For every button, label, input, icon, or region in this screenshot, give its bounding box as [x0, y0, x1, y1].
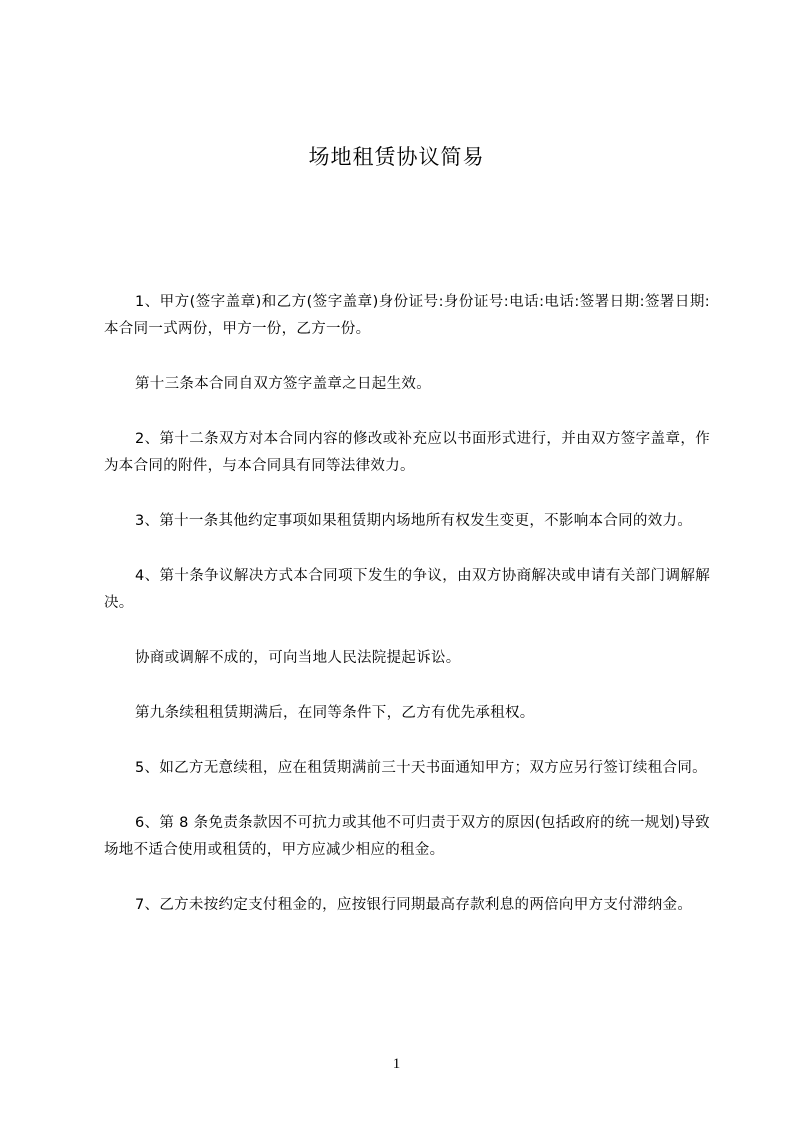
paragraph-2: 第十三条本合同自双方签字盖章之日起生效。 [135, 376, 431, 392]
document-title: 场地租赁协议简易 [308, 145, 485, 169]
paragraph-10: 7、乙方未按约定支付租金的，应按银行同期最高存款利息的两倍向甲方支付滞纳金。 [135, 897, 693, 913]
paragraph-7: 第九条续租租赁期满后，在同等条件下，乙方有优先承租权。 [135, 705, 535, 721]
paragraph-8: 5、如乙方无意续租，应在租赁期满前三十天书面通知甲方；双方应另行签订续租合同。 [135, 760, 707, 776]
paragraph-5: 4、第十条争议解决方式本合同项下发生的争议，由双方协商解决或申请有关部门调解解决。 [104, 568, 710, 611]
paragraph-1: 1、甲方(签字盖章)和乙方(签字盖章)身份证号:身份证号:电话:电话:签署日期:签署日期:本合同一式两份，甲方一份，乙方一份。 [104, 294, 710, 337]
page-number: 1 [392, 1056, 401, 1072]
document-body [104, 289, 710, 947]
paragraph-4: 3、第十一条其他约定事项如果租赁期内场地所有权发生变更，不影响本合同的效力。 [135, 513, 693, 529]
paragraph-6: 协商或调解不成的，可向当地人民法院提起诉讼。 [135, 650, 461, 666]
paragraph-9: 6、第 8 条免责条款因不可抗力或其他不可归责于双方的原因(包括政府的统一规划)导致场地不适合使用或租赁的，甲方应减少相应的租金。 [104, 815, 710, 858]
paragraph-3: 2、第十二条双方对本合同内容的修改或补充应以书面形式进行，并由双方签字盖章，作为本合同的附件，与本合同具有同等法律效力。 [104, 431, 710, 474]
